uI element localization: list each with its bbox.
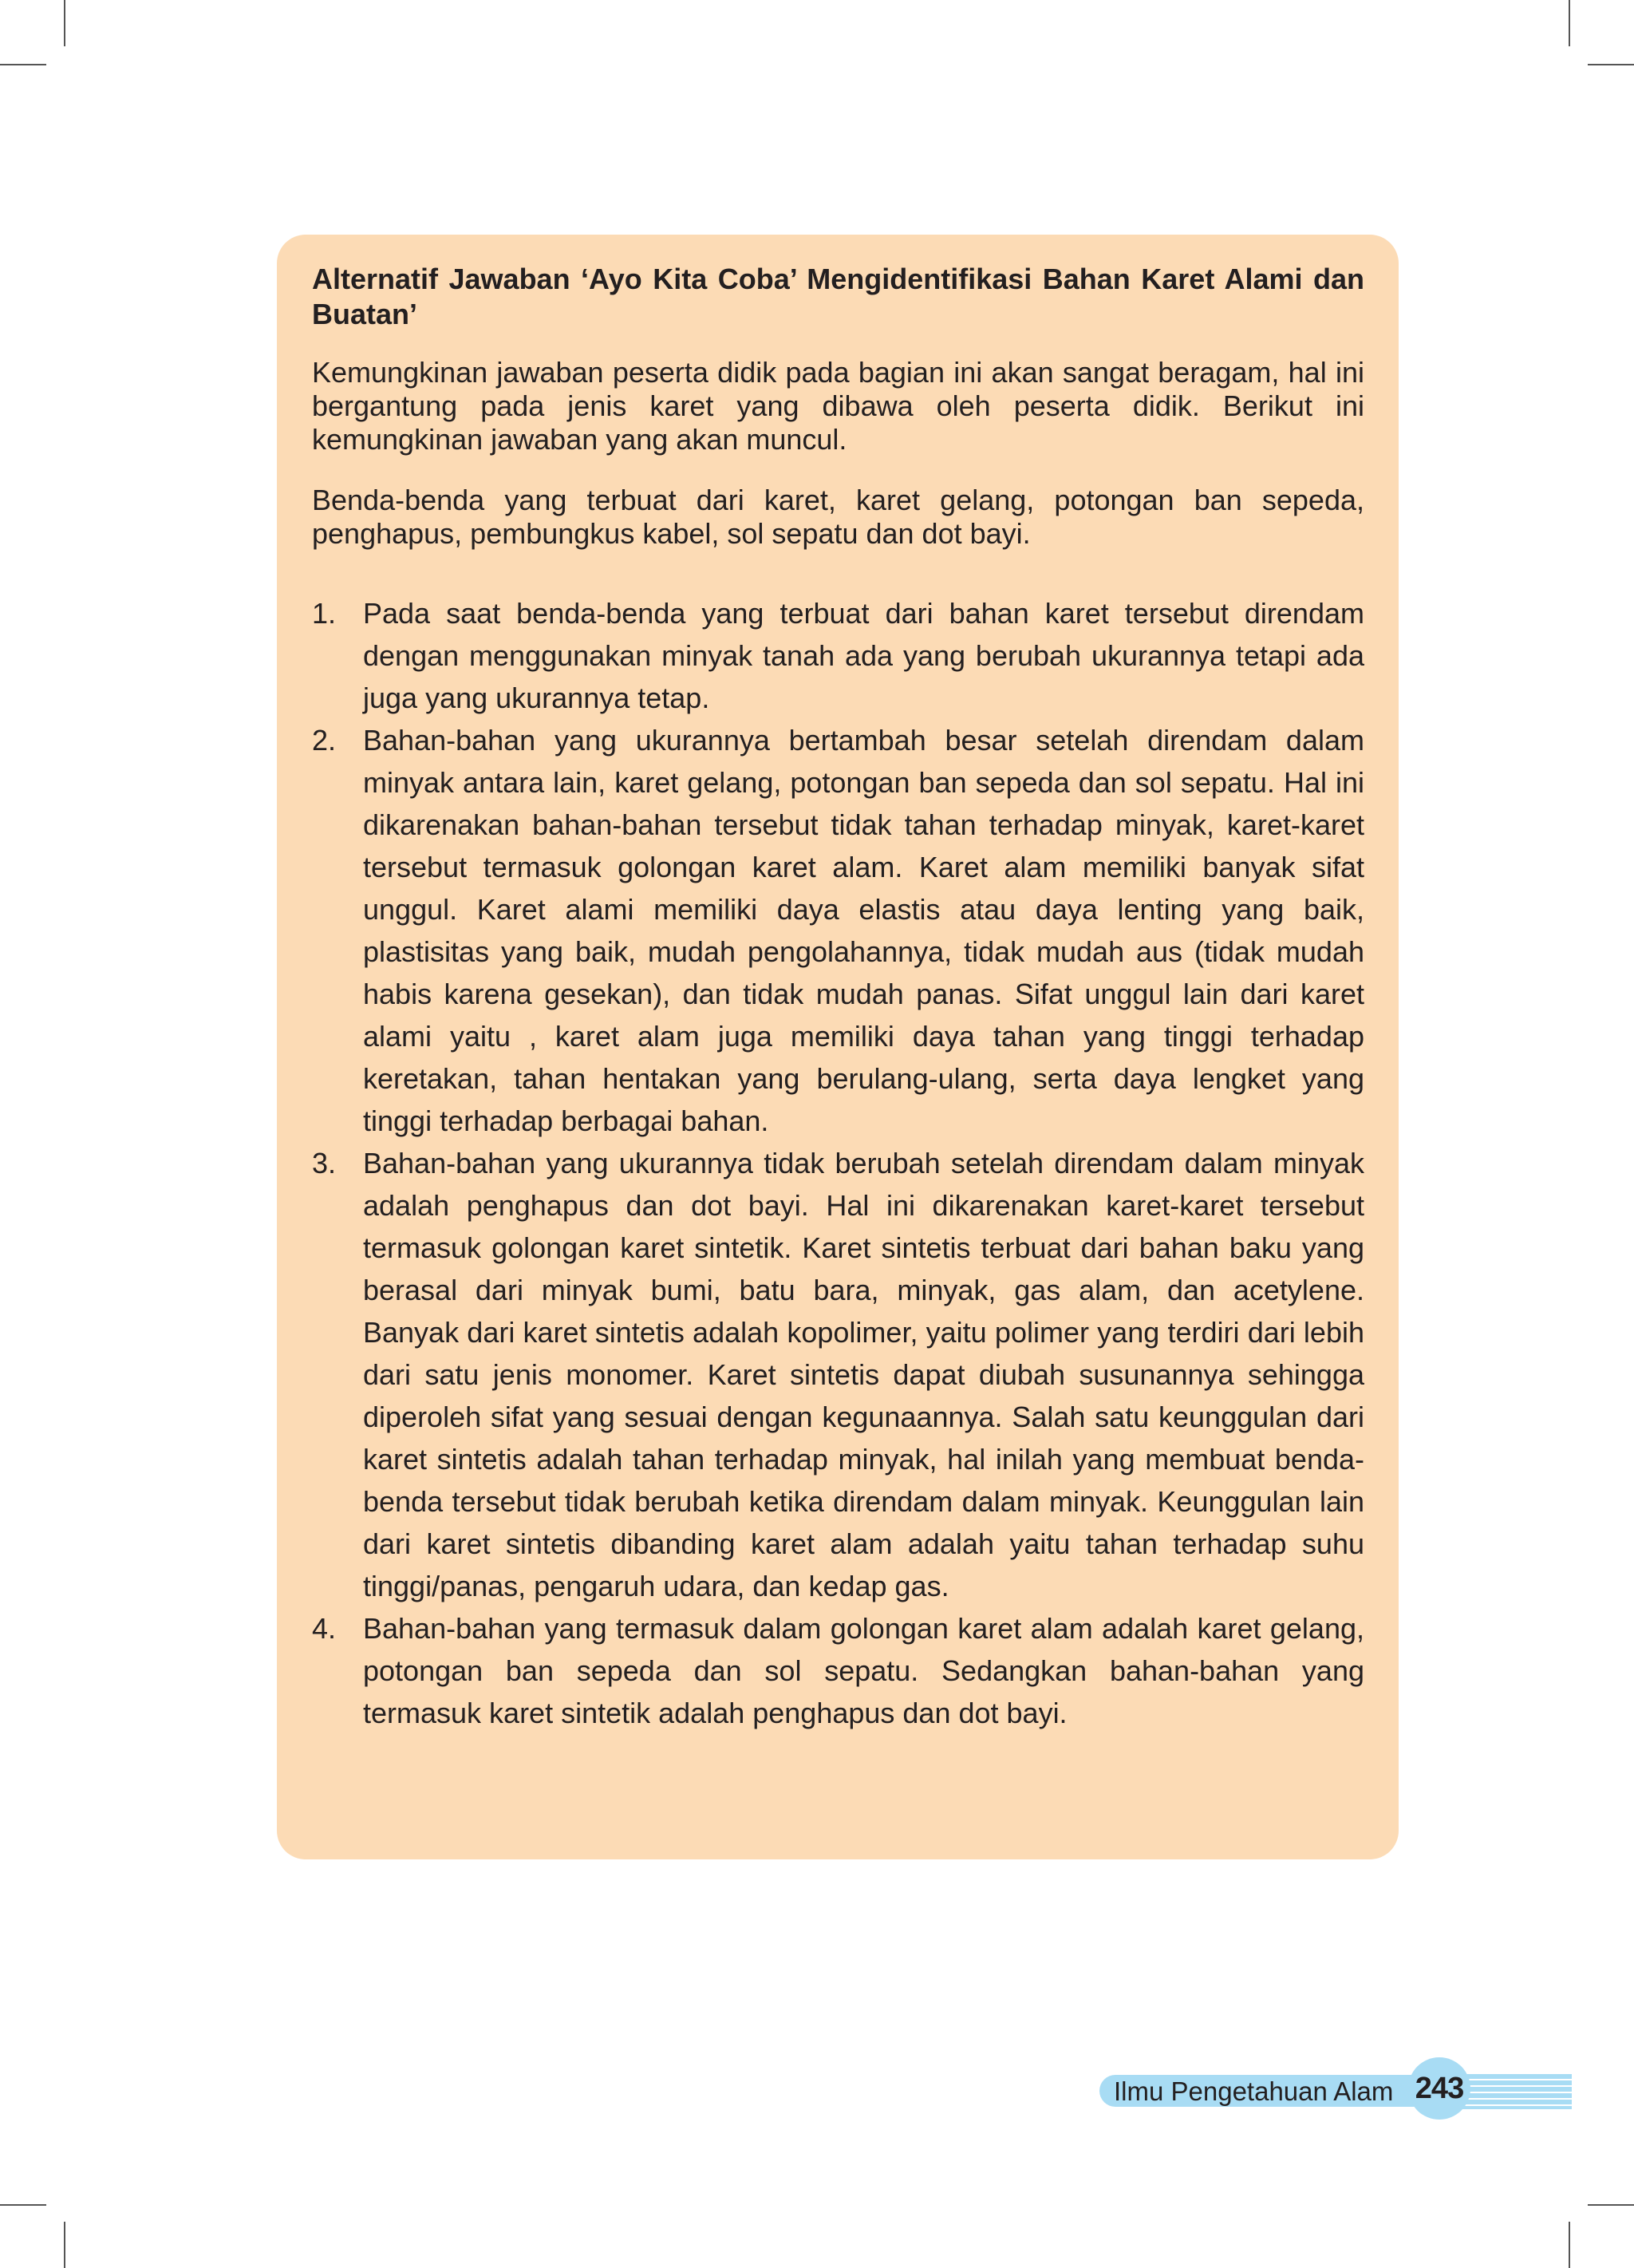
list-item-number: 3. <box>312 1147 337 1179</box>
crop-mark-top-right <box>1588 64 1634 65</box>
crop-mark-bottom-right <box>1569 2222 1570 2268</box>
answer-box <box>277 235 1399 1859</box>
answer-list <box>312 592 1364 1734</box>
intro-paragraph: Kemungkinan jawaban peserta didik pada bagian ini akan sangat beragam, hal ini bergantung pada jenis karet yang dibawa oleh peserta didik. Berikut ini kemungkinan jawaban yang akan muncul. <box>312 356 1364 456</box>
crop-mark-top-right <box>1569 0 1570 46</box>
list-item-text: Bahan-bahan yang ukurannya tidak berubah setelah direndam dalam minyak adalah penghapus dan dot bayi. Hal ini dikarenakan karet-karet tersebut termasuk golongan karet sintetik. Karet sintetis terbuat dari bahan baku yang berasal dari minyak bumi, batu bara, minyak, gas alam, dan acetylene. Banyak dari karet sintetis adalah kopolimer, yaitu polimer yang terdiri dari lebih dari satu jenis monomer. Karet sintetis dapat diubah susunannya sehingga diperoleh sifat yang sesuai dengan kegunaannya. Salah satu keunggulan dari karet sintetis adalah tahan terhadap minyak, hal inilah yang membuat benda-benda tersebut tidak berubah ketika direndam dalam minyak. Keunggulan lain dari karet sintetis dibanding karet alam adalah yaitu tahan terhadap suhu tinggi/panas, pengaruh udara, dan kedap gas. <box>363 1147 1364 1602</box>
footer-subject: Ilmu Pengetahuan Alam <box>1114 2076 1394 2106</box>
crop-mark-bottom-left <box>64 2222 65 2268</box>
list-item-text: Bahan-bahan yang ukurannya bertambah besar setelah direndam dalam minyak antara lain, karet gelang, potongan ban sepeda dan sol sepatu. Hal ini dikarenakan bahan-bahan tersebut tidak tahan terhadap minyak, karet-karet tersebut termasuk golongan karet alam. Karet alam memiliki banyak sifat unggul. Karet alami memiliki daya elastis atau daya lenting yang baik, plastisitas yang baik, mudah pengolahannya, tidak mudah aus (tidak mudah habis karena gesekan), dan tidak mudah panas. Sifat unggul lain dari karet alami yaitu , karet alam juga memiliki daya tahan yang tinggi terhadap keretakan, tahan hentakan yang berulang-ulang, serta daya lengket yang tinggi terhadap berbagai bahan. <box>363 724 1364 1137</box>
crop-mark-top-left <box>64 0 65 46</box>
page-number: 243 <box>1415 2072 1464 2105</box>
crop-mark-bottom-left <box>0 2204 46 2206</box>
list-item-number: 1. <box>312 597 337 630</box>
list-item <box>312 592 1364 719</box>
box-title: Alternatif Jawaban ‘Ayo Kita Coba’ Mengidentifikasi Bahan Karet Alami dan Buatan’ <box>312 263 1364 330</box>
list-item-number: 2. <box>312 724 337 757</box>
materials-paragraph: Benda-benda yang terbuat dari karet, karet gelang, potongan ban sepeda, penghapus, pembungkus kabel, sol sepatu dan dot bayi. <box>312 484 1364 550</box>
list-item-text: Bahan-bahan yang termasuk dalam golongan karet alam adalah karet gelang, potongan ban sepeda dan sol sepatu. Sedangkan bahan-bahan yang termasuk karet sintetik adalah penghapus dan dot bayi. <box>363 1612 1364 1729</box>
list-item-text: Pada saat benda-benda yang terbuat dari bahan karet tersebut direndam dengan menggunakan minyak tanah ada yang berubah ukurannya tetapi ada juga yang ukurannya tetap. <box>363 597 1364 714</box>
list-item-number: 4. <box>312 1612 337 1645</box>
list-item <box>312 719 1364 1142</box>
crop-mark-bottom-right <box>1588 2204 1634 2206</box>
list-item <box>312 1142 1364 1607</box>
list-item <box>312 1607 1364 1734</box>
crop-mark-top-left <box>0 64 46 65</box>
